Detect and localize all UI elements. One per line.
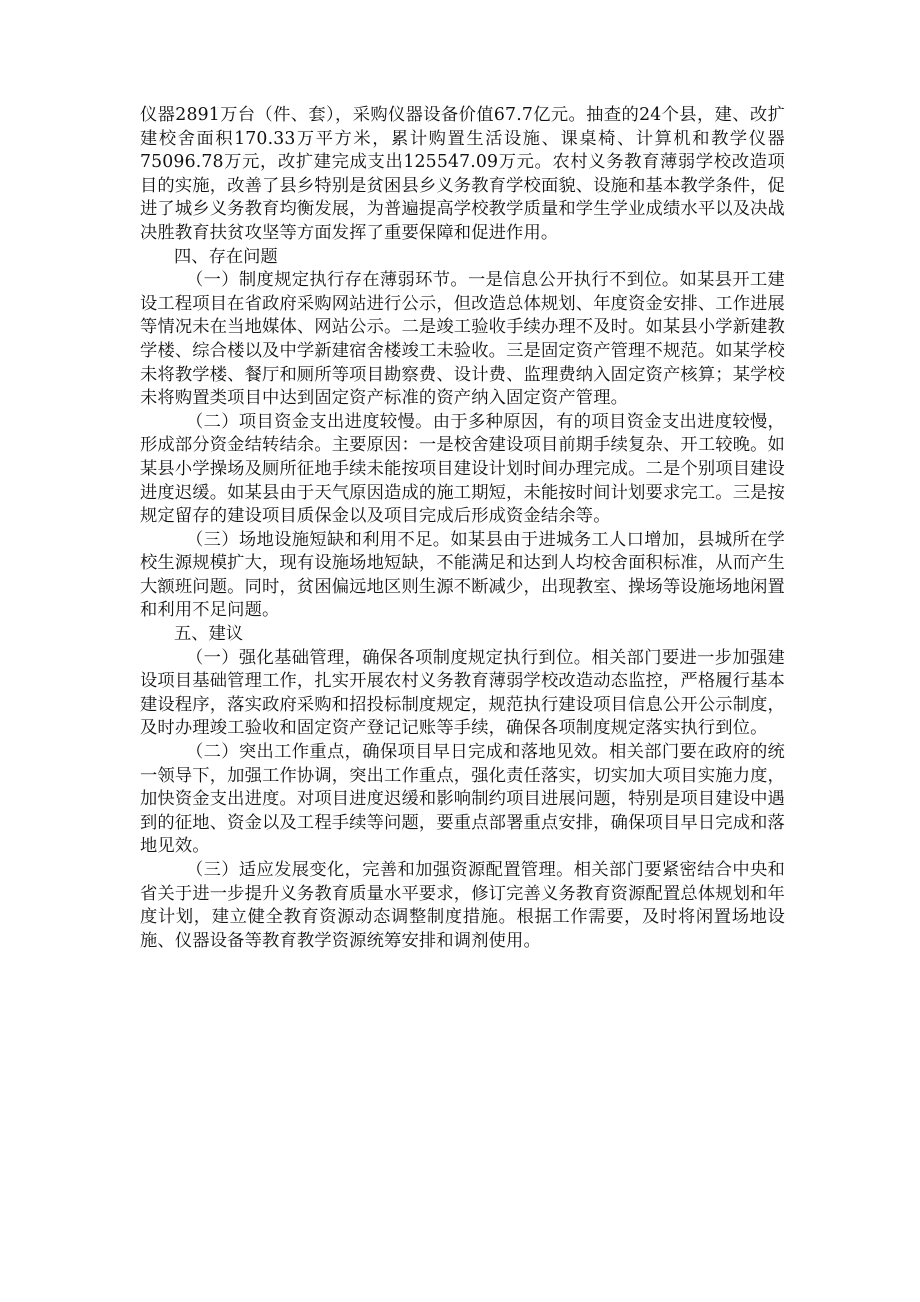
problem-item-2: （二）项目资金支出进度较慢。由于多种原因，有的项目资金支出进度较慢，形成部分资金结转结余。主要原因：一是校舍建设项目前期手续复杂、开工较晚。如某县小学操场及厕所征地手续未能按项目建设计划时间办理完成。二是个别项目建设进度迟缓。如某县由于天气原因造成的施工期短，未能按时间计划要求完工。三是按规定留存的建设项目质保金以及项目完成后形成资金结余等。 bbox=[140, 411, 785, 527]
section-heading-problems: 四、存在问题 bbox=[174, 246, 278, 267]
section-heading-suggestions: 五、建议 bbox=[174, 624, 244, 645]
suggestion-item-1: （一）强化基础管理，确保各项制度规定执行到位。相关部门要进一步加强建设项目基础管理工作，扎实开展农村义务教育薄弱学校改造动态监控，严格履行基本建设程序，落实政府采购和招投标制度规定，规范执行建设项目信息公开公示制度，及时办理竣工验收和固定资产登记记账等手续，确保各项制度规定落实执行到位。 bbox=[140, 647, 785, 739]
body-paragraph-continuation: 仪器2891万台（件、套），采购仪器设备价值67.7亿元。抽查的24个县，建、改扩建校舍面积170.33万平方米，累计购置生活设施、课桌椅、计算机和教学仪器75096.78万元，改扩建完成支出125547.09万元。农村义务教育薄弱学校改造项目的实施，改善了县乡特别是贫困县乡义务教育学校面貌、设施和基本教学条件，促进了城乡义务教育均衡发展，为普遍提高学校教学质量和学生学业成绩水平以及决战决胜教育扶贫攻坚等方面发挥了重要保障和促进作用。 bbox=[140, 105, 785, 243]
problem-item-1: （一）制度规定执行存在薄弱环节。一是信息公开执行不到位。如某县开工建设工程项目在省政府采购网站进行公示，但改造总体规划、年度资金安排、工作进展等情况未在当地媒体、网站公示。二是竣工验收手续办理不及时。如某县小学新建教学楼、综合楼以及中学新建宿舍楼竣工未验收。三是固定资产管理不规范。如某学校未将教学楼、餐厅和厕所等项目勘察费、设计费、监理费纳入固定资产核算；某学校未将购置类项目中达到固定资产标准的资产纳入固定资产管理。 bbox=[140, 270, 785, 409]
suggestion-item-2: （二）突出工作重点，确保项目早日完成和落地见效。相关部门要在政府的统一领导下，加强工作协调，突出工作重点，强化责任落实，切实加大项目实施力度，加快资金支出进度。对项目进度迟缓和影响制约项目进展问题，特别是项目建设中遇到的征地、资金以及工程手续等问题，要重点部署重点安排，确保项目早日完成和落地见效。 bbox=[140, 742, 785, 857]
document-page bbox=[140, 104, 785, 953]
suggestion-item-3: （三）适应发展变化，完善和加强资源配置管理。相关部门要紧密结合中央和省关于进一步提升义务教育质量水平要求，修订完善义务教育资源配置总体规划和年度计划，建立健全教育资源动态调整制度措施。根据工作需要，及时将闲置场地设施、仪器设备等教育教学资源统筹安排和调剂使用。 bbox=[140, 860, 785, 951]
problem-item-3: （三）场地设施短缺和利用不足。如某县由于进城务工人口增加，县城所在学校生源规模扩大，现有设施场地短缺，不能满足和达到人均校舍面积标准，从而产生大额班问题。同时，贫困偏远地区则生源不断减少，出现教室、操场等设施场地闲置和利用不足问题。 bbox=[140, 529, 785, 621]
